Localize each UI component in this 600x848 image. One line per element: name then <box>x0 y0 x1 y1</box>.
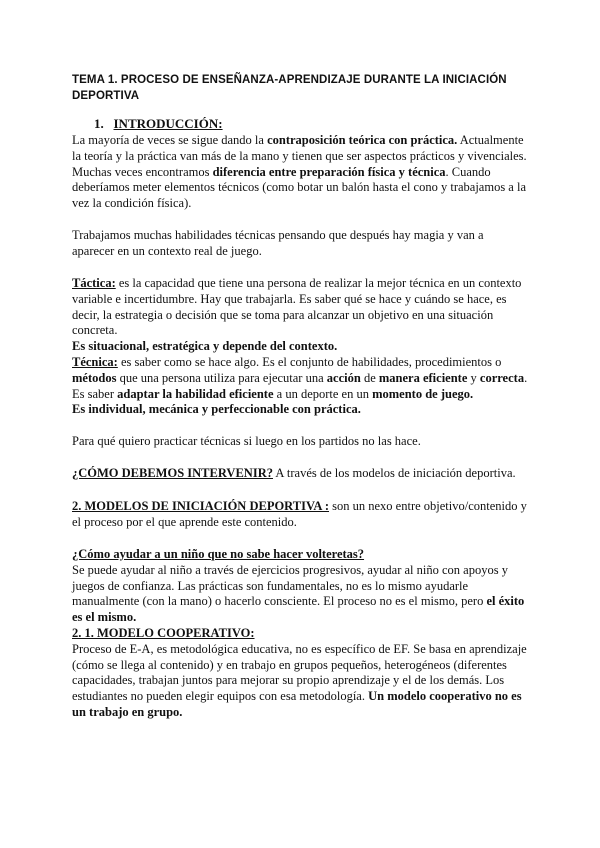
practicar-paragraph: Para qué quiero practicar técnicas si luego en los partidos no las hace. <box>72 434 421 448</box>
intro-bold-1: contraposición teórica con práctica. <box>267 133 458 147</box>
document-title: TEMA 1. PROCESO DE ENSEÑANZA-APRENDIZAJE DURANTE LA INICIACIÓN DEPORTIVA <box>72 74 507 102</box>
tecnica-text-6: a un deporte en un <box>273 386 373 401</box>
tecnica-text-2: que una persona utiliza para ejecutar una <box>116 370 327 385</box>
section-21-heading: 2. 1. MODELO COOPERATIVO: <box>72 626 255 640</box>
tecnica-summary-text: Es individual, mecánica y perfeccionable con práctica. <box>72 402 361 417</box>
section-21-block <box>72 626 528 721</box>
section-21-bold: Un modelo cooperativo no es un trabajo en grupo. <box>72 689 522 719</box>
tecnica-text-1: es saber como se hace algo. Es el conjunto de habilidades, procedimientos o <box>117 355 502 369</box>
tecnica-text-3: de <box>360 370 379 385</box>
intro-bold-2: diferencia entre preparación física y técnica <box>212 164 446 179</box>
tecnica-block <box>72 355 528 418</box>
tecnica-text-4: y <box>467 370 480 385</box>
intro-text-1: La mayoría de veces se sigue dando la <box>72 133 268 147</box>
intro-paragraph <box>72 133 528 212</box>
tactica-summary-text: Es situacional, estratégica y depende del contexto. <box>72 339 338 354</box>
tecnica-bold-1: métodos <box>72 370 117 385</box>
section-21-paragraph <box>72 642 528 721</box>
tecnica-bold-5: adaptar la habilidad eficiente <box>117 386 274 401</box>
tecnica-bold-4: correcta <box>479 370 525 385</box>
tecnica-bold-2: acción <box>326 370 361 385</box>
volteretas-answer <box>72 563 528 626</box>
section-1-number: 1. <box>94 116 104 131</box>
tactica-text: es la capacidad que tiene una persona de realizar la mejor técnica en un contexto variable e incertidumbre. Hay que trabajarla. Es saber qué se hace y cuándo se hace, es decir, la estrategia o decisión que se toma para alcanzar un objetivo en una situación concreta. <box>72 276 522 338</box>
volteretas-bold: el éxito es el mismo. <box>72 594 525 625</box>
tecnica-definition <box>72 355 528 402</box>
section-2-heading: 2. MODELOS DE INICIACIÓN DEPORTIVA : <box>72 499 330 513</box>
tecnica-label: Técnica: <box>72 355 118 369</box>
tecnica-bold-6: momento de juego. <box>372 386 474 401</box>
section-1-heading <box>94 116 223 132</box>
tactica-block <box>72 276 528 355</box>
tecnica-bold-3: manera eficiente <box>378 370 468 385</box>
volteretas-question-line <box>72 547 528 563</box>
volteretas-block <box>72 547 528 626</box>
section-2-text: son un nexo entre objetivo/contenido y el proceso por el que aprende este contenido. <box>72 499 527 529</box>
habilidades-paragraph: Trabajamos muchas habilidades técnicas pensando que después hay magia y van a aparecer en un contexto real de juego. <box>72 228 484 258</box>
tactica-definition <box>72 276 528 339</box>
section-21-text: Proceso de E-A, es metodológica educativa, no es específico de EF. Se basa en aprendizaje (cómo se llega al contenido) y en trabajo en grupos pequeños, heterogéneos (diferentes capacidades, trabajan juntos para mejorar su propio aprendizaje y el de los demás. Los estudiantes no pueden elegir equipos con esa metodología. <box>72 641 527 704</box>
section-1-title: INTRODUCCIÓN: <box>113 116 223 131</box>
intro-text-3: . Cuando deberíamos meter elementos técnicos (como botar un balón hasta el cono y trabajamos a la vez la condición física). <box>72 164 527 211</box>
intro-text-2: Actualmente la teoría y la práctica van más de la mano y tienen que ser aspectos prácticos y vivenciales. Muchas veces encontramos <box>72 133 527 179</box>
volteretas-question: ¿Cómo ayudar a un niño que no sabe hacer volteretas? <box>72 547 365 561</box>
section-21-heading-line <box>72 626 528 642</box>
tactica-summary <box>72 339 528 355</box>
intervenir-question: ¿CÓMO DEBEMOS INTERVENIR? <box>72 466 273 480</box>
tecnica-summary <box>72 402 528 418</box>
intervenir-paragraph <box>72 466 528 482</box>
tactica-label: Táctica: <box>72 276 116 290</box>
tecnica-text-5: . Es saber <box>72 370 528 401</box>
intervenir-answer: A través de los modelos de iniciación deportiva. <box>272 466 516 480</box>
section-2-paragraph <box>72 499 528 531</box>
volteretas-text: Se puede ayudar al niño a través de ejercicios progresivos, ayudar al niño con apoyos y juegos de confianza. Las prácticas son fundamentales, no es lo mismo ayudarle manualmente (con la mano) o hacerlo consciente. El proceso no es el mismo, pero <box>72 562 508 609</box>
